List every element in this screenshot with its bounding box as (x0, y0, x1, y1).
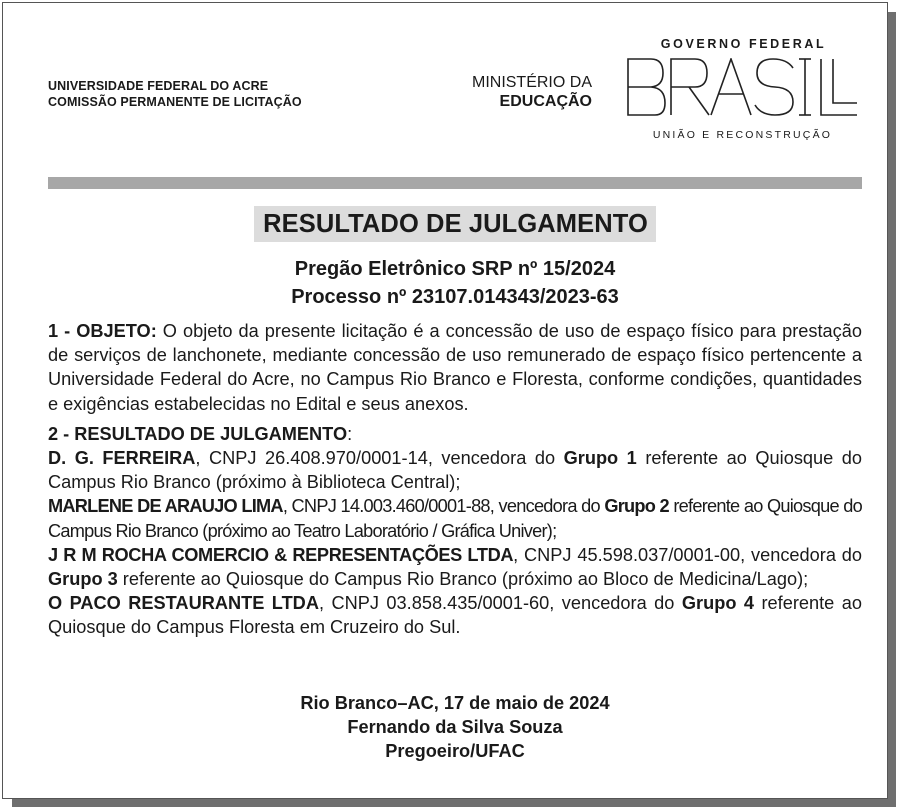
signer-role: Pregoeiro/UFAC (385, 741, 525, 761)
organization-block (48, 78, 302, 110)
signature-block (48, 691, 862, 763)
objeto-paragraph (48, 319, 862, 416)
winner-company: D. G. FERREIRA (48, 448, 196, 469)
gov-top-text: GOVERNO FEDERAL (660, 37, 827, 51)
university-name: UNIVERSIDADE FEDERAL DO ACRE (48, 79, 269, 93)
winner-company: J R M ROCHA COMERCIO & REPRESENTAÇÕES LTDA (48, 544, 514, 565)
government-logo-block (625, 37, 860, 141)
result-item: D. G. FERREIRA, CNPJ 26.408.970/0001-14, vencedora do Grupo 1 referente ao Quiosque do Campus Rio Branco (próximo à Biblioteca Central); (48, 448, 863, 493)
resultado-label: 2 - RESULTADO DE JULGAMENTO (48, 423, 348, 444)
notice-body (48, 319, 862, 640)
gov-bottom-text: UNIÃO E RECONSTRUÇÃO (652, 129, 833, 141)
place-date: Rio Branco–AC, 17 de maio de 2024 (300, 693, 610, 713)
objeto-text: O objeto da presente licitação é a concessão de uso de espaço físico para prestação de serviços de lanchonete, mediante concessão de uso remunerado de espaço físico pertencente a Universidade Federal do Acre, no Campus Rio Branco e Floresta, conforme condições, quantidades e exigências estabelecidas no Edital e seus anexos. (48, 321, 862, 414)
resultado-heading: 2 - RESULTADO DE JULGAMENTO: (48, 423, 353, 444)
ministry-line2: EDUCAÇÃO (499, 93, 592, 110)
document-title: RESULTADO DE JULGAMENTO (254, 206, 656, 242)
processo-line: Processo nº 23107.014343/2023-63 (291, 286, 619, 308)
result-item: MARLENE DE ARAUJO LIMA, CNPJ 14.003.460/0001-88, vencedora do Grupo 2 referente ao Quiosque do Campus Rio Branco (próximo ao Teatro Laboratório / Gráfica Univer); (48, 496, 863, 541)
ministry-block (452, 73, 592, 111)
objeto-label: 1 - OBJETO: (48, 321, 157, 341)
pregao-line: Pregão Eletrônico SRP nº 15/2024 (294, 258, 616, 280)
brasil-logo (625, 58, 860, 116)
winner-group: Grupo 3 (48, 569, 118, 590)
result-item: J R M ROCHA COMERCIO & REPRESENTAÇÕES LTDA, CNPJ 45.598.037/0001-00, vencedora do Grupo 3 referente ao Quiosque do Campus Rio Branco (próximo ao Bloco de Medicina/Lago); (48, 544, 862, 590)
title-wrap (48, 206, 862, 242)
winner-company: O PACO RESTAURANTE LTDA (48, 593, 319, 614)
winner-group: Grupo 1 (563, 448, 637, 469)
signer-name: Fernando da Silva Souza (347, 717, 563, 737)
header-divider (48, 177, 862, 189)
winner-group: Grupo 4 (681, 593, 755, 614)
winner-company: MARLENE DE ARAUJO LIMA (48, 496, 283, 517)
winner-group: Grupo 2 (604, 496, 669, 517)
result-item: O PACO RESTAURANTE LTDA, CNPJ 03.858.435/0001-60, vencedora do Grupo 4 referente ao Quiosque do Campus Floresta em Cruzeiro do Sul. (48, 593, 862, 638)
commission-name: COMISSÃO PERMANENTE DE LICITAÇÃO (48, 95, 302, 109)
ministry-line1: MINISTÉRIO DA (471, 74, 592, 91)
